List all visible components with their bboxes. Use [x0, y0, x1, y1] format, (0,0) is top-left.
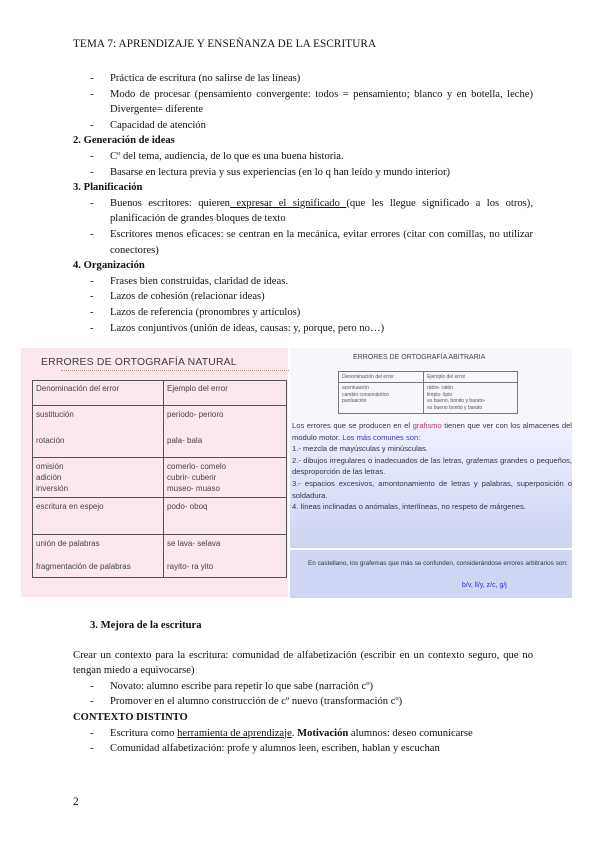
- section-heading-contexto: CONTEXTO DISTINTO: [73, 711, 188, 723]
- paragraph: Crear un contexto para la escritura: comunidad de alfabetización (escribir en un contexto seguro, que no tengan miedo a equivocarse): [73, 649, 533, 677]
- table-cell: [33, 498, 164, 535]
- list-item: - Práctica de escritura (no salirse de las líneas): [73, 71, 533, 87]
- list-item: - Capacidad de atención: [73, 118, 533, 134]
- document-title: TEMA 7: APRENDIZAJE Y ENSEÑANZA DE LA ESCRITURA: [73, 38, 377, 50]
- confused-letters: b/v, ll/y, z/c, g/j: [462, 582, 507, 589]
- cell-text: omisión: [36, 462, 64, 471]
- table-row: [339, 383, 518, 414]
- bottom-note: En castellano, los grafemas que más se confunden, considerándose errores arbitrarios son:: [308, 560, 568, 567]
- list-item: - Escritores menos eficaces: se centran en la mecánica, evitar errores (citar con comillas, no utilizar conectores): [73, 227, 533, 258]
- intro-list: [73, 71, 533, 133]
- list-item: 2.- dibujos irregulares o inadecuados de las letras, grafemas grandes o pequeños, desproporción de las letras.: [292, 455, 572, 477]
- column-header: Ejemplo del error: [424, 372, 518, 383]
- highlight-text: grafismo: [412, 421, 442, 430]
- table-cell: [164, 498, 287, 535]
- image-errores-ortografia-arbitraria: [290, 348, 572, 598]
- column-header: Denominación del error: [33, 381, 164, 406]
- section-heading-planificacion: 3. Planificación: [73, 182, 143, 194]
- list-item: - Cº del tema, audiencia, de lo que es una buena historia.: [73, 149, 533, 165]
- image-errores-ortografia-natural: [21, 348, 288, 597]
- cell-text: rayito- ra yito: [167, 562, 214, 571]
- list-item: 4. líneas inclinadas o anómalas, interlíneas, no respeto de márgenes.: [292, 502, 526, 512]
- section-heading-organizacion: 4. Organización: [73, 260, 145, 272]
- table-cell: [164, 458, 287, 498]
- cell-text: fragmentación de palabras: [36, 562, 131, 571]
- cell-text: puntuación: [342, 398, 367, 404]
- table-row: [33, 406, 287, 458]
- organizacion-list: [73, 274, 533, 336]
- table-cell: [424, 383, 518, 414]
- mejora-block: [73, 618, 533, 757]
- generacion-list: [73, 149, 533, 180]
- cell-text: es bueno bonito y barato: [427, 404, 483, 411]
- list-item: - Basarse en lectura previa y sus experiencias (en lo q han leído y mundo interior): [73, 165, 533, 181]
- image-title: ERRORES DE ORTOGRAFÍA ABITRARIA: [353, 354, 486, 361]
- cell-text: podo- oboq: [167, 502, 208, 511]
- errors-table: [32, 380, 287, 578]
- list-item: - Lazos de cohesión (relacionar ideas): [73, 289, 533, 305]
- image-bottom-panel: [290, 550, 572, 598]
- column-header: Ejemplo del error: [164, 381, 287, 406]
- cell-text: cambio consonántico: [342, 391, 389, 398]
- text-run: .: [291, 727, 298, 739]
- underlined-text: expresar el significado: [229, 197, 347, 209]
- cell-text: unión de palabras: [36, 539, 100, 548]
- image-title: ERRORES DE ORTOGRAFÍA NATURAL: [41, 357, 237, 368]
- column-header: Denominación del error: [339, 372, 424, 383]
- bold-text: Motivación: [297, 727, 349, 739]
- list-item: - Novato: alumno escribe para repetir lo que sabe (narración cº): [73, 679, 533, 695]
- list-item: - Modo de procesar (pensamiento convergente: todos = pensamiento; blanco y en botella, leche) Divergente= diferente: [73, 87, 533, 118]
- highlight-text: Los más comunes son:: [342, 432, 421, 442]
- text-run: tienen que ver con los almacenes del modulo motor.: [292, 421, 572, 442]
- section-heading-mejora: 3. Mejora de la escritura: [90, 620, 202, 631]
- mejora-list: [73, 679, 533, 710]
- cell-text: pala- bala: [167, 436, 203, 445]
- list-item: 3.- espacios excesivos, amontonamiento de letras y palabras, superposición o soldadura.: [292, 478, 572, 500]
- list-item: - Frases bien construidas, claridad de ideas.: [73, 274, 533, 290]
- intro-list-block: [73, 71, 533, 336]
- text-run: Buenos escritores: quieren: [110, 197, 230, 209]
- list-item: - Promover en el alumno construcción de cº nuevo (transformación cº): [73, 694, 533, 710]
- table-row: [33, 535, 287, 578]
- underlined-text: herramienta de aprendizaje: [177, 727, 292, 739]
- table-cell: [164, 535, 287, 578]
- list-item: [73, 726, 533, 742]
- cell-text: rotación: [36, 436, 65, 445]
- list-item: - Lazos conjuntivos (unión de ideas, causas: y, porque, pero no…): [73, 321, 533, 337]
- cell-text: periodo- perioro: [167, 410, 224, 419]
- table-header-row: [339, 372, 518, 383]
- cell-text: comerlo- comelo: [167, 462, 227, 471]
- list-item: - Comunidad alfabetización: profe y alumnos leen, escriben, hablan y escuchan: [73, 741, 533, 757]
- cell-text: museo- muaso: [167, 484, 220, 493]
- table-cell: [33, 406, 164, 458]
- table-header-row: [33, 381, 287, 406]
- cell-text: rátón- ratón: [427, 385, 453, 391]
- errors-table: [338, 371, 518, 414]
- page-number: 2: [73, 796, 79, 808]
- list-item: - Lazos de referencia (pronombres y artículos): [73, 305, 533, 321]
- table-cell: [164, 406, 287, 458]
- cell-text: limpio- lipio: [427, 391, 453, 398]
- text-run: Los errores que se producen en el: [292, 421, 413, 430]
- cell-text: es bueno, bonito y barato-: [427, 398, 486, 404]
- cell-text: sustitución: [36, 410, 74, 419]
- cell-text: adición: [36, 473, 62, 482]
- list-item: [73, 196, 533, 227]
- table-cell: [33, 535, 164, 578]
- text-run: Escritura como: [110, 727, 178, 739]
- grafismo-paragraph: [292, 420, 572, 513]
- cell-text: se lava- selava: [167, 539, 221, 548]
- cell-text: escritura en espejo: [36, 502, 104, 511]
- table-cell: [33, 458, 164, 498]
- table-row: [33, 458, 287, 498]
- text-run: (que les llegue significado a los otros), planificación de grandes bloques de texto: [110, 197, 533, 225]
- contexto-list: [73, 726, 533, 757]
- cell-text: acentuación: [342, 385, 369, 391]
- image-subtitle-dots: [61, 370, 291, 373]
- list-item: 1.- mezcla de mayúsculas y minúsculas.: [292, 444, 428, 454]
- cell-text: inversión: [36, 484, 69, 493]
- table-row: [33, 498, 287, 535]
- table-cell: [339, 383, 424, 414]
- section-heading-generacion: 2. Generación de ideas: [73, 135, 175, 147]
- cell-text: cubrir- cuberir: [167, 473, 217, 482]
- planificacion-list: [73, 196, 533, 258]
- text-run: alumnos: deseo comunicarse: [348, 727, 473, 739]
